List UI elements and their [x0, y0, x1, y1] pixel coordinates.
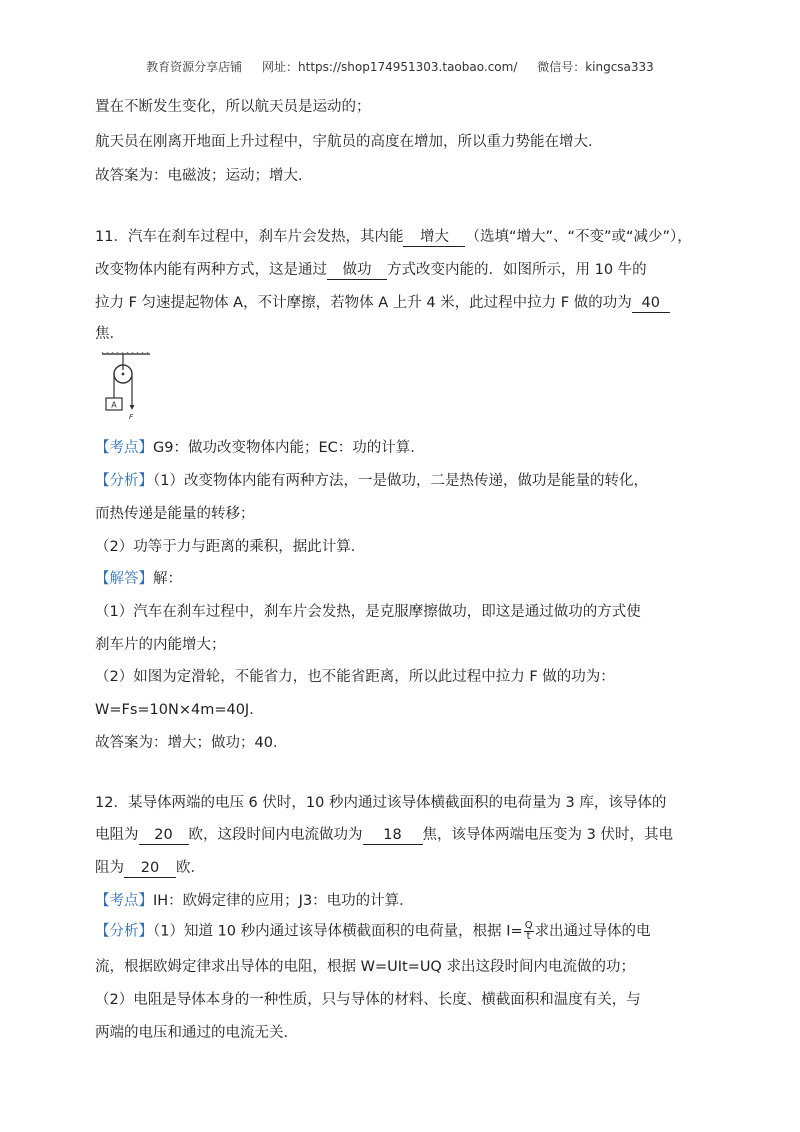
q11-stem-line-1: 11．汽车在刹车过程中，刹车片会发热，其内能 增大 （选填“增大”、“不变”或“减少”），: [95, 229, 692, 245]
q12-stem-line-3: 阻为 20 欧．: [95, 860, 205, 876]
q12-stem-line-2: 电阻为 20 欧，这段时间内电流做功为 18 焦，该导体两端电压变为 3 伏时，其电: [95, 827, 673, 843]
prev-line-1: 置在不断发生变化，所以航天员是运动的；: [95, 99, 371, 115]
q11-fenxi-line-1: 【分析】（1）改变物体内能有两种方法，一是做功，二是热传递，做功是能量的转化，: [95, 473, 648, 489]
q11-stem-line-2: 改变物体内能有两种方式，这是通过 做功 方式改变内能的．如图所示，用 10 牛的: [95, 262, 647, 278]
q11-blank-3: 40: [632, 294, 670, 313]
header-shop: 教育资源分享店铺: [146, 60, 243, 74]
fixed-pulley-figure: [100, 352, 152, 420]
q11-solution-line-4: W=Fs=10N×4m=40J．: [95, 702, 264, 718]
q11-solution-line-1: （1）汽车在刹车过程中，刹车片会发热，是克服摩擦做功，即这是通过做功的方式使: [95, 604, 641, 620]
q12-fenxi-line-3: （2）电阻是导体本身的一种性质，只与导体的材料、长度、横截面积和温度有关，与: [95, 992, 641, 1008]
q11-blank-2: 做功: [327, 261, 387, 280]
q11-fenxi-line-2: 而热传递是能量的转移；: [95, 506, 255, 522]
page-header: [0, 58, 800, 75]
kaodian-tag: 【考点】: [95, 440, 153, 456]
q11-solution-line-3: （2）如图为定滑轮，不能省力，也不能省距离，所以此过程中拉力 F 做的功为：: [95, 669, 615, 685]
force-f-label: F: [128, 413, 134, 420]
jieda-tag: 【解答】: [95, 571, 153, 587]
q11-solution-line-2: 刹车片的内能增大；: [95, 637, 226, 653]
q12-blank-3: 20: [124, 859, 176, 878]
q12-stem-line-1: 12．某导体两端的电压 6 伏时，10 秒内通过该导体横截面积的电荷量为 3 库，该导体的: [95, 795, 667, 811]
q11-blank-1: 增大: [403, 228, 465, 247]
q12-blank-2: 18: [363, 826, 423, 845]
q11-kaodian: 【考点】G9：做功改变物体内能；EC：功的计算．: [95, 440, 425, 456]
q12-blank-1: 20: [139, 826, 189, 845]
q11-answer: 故答案为：增大；做功；40．: [95, 735, 288, 751]
q12-fenxi-line-1: 【分析】（1）知道 10 秒内通过该导体横截面积的电荷量，根据 I= $\frac{Q}{t}$ 求出通过导体的电: [95, 920, 651, 942]
header-wechat: 微信号：kingcsa333: [537, 60, 654, 74]
q12-fenxi-line-2: 流，根据欧姆定律求出导体的电阻，根据 W=UIt=UQ 求出这段时间内电流做的功；: [95, 959, 635, 975]
q11-stem-line-3: 拉力 F 匀速提起物体 A，不计摩擦，若物体 A 上升 4 米，此过程中拉力 F 做的功为 40: [95, 293, 670, 313]
fraction-q-over-t: $\frac{Q}{t}$: [524, 920, 533, 942]
q12-kaodian: 【考点】IH：欧姆定律的应用；J3：电功的计算．: [95, 893, 414, 909]
block-a-label: A: [111, 400, 117, 410]
q11-stem-line-4: 焦．: [95, 326, 124, 342]
fenxi-tag: 【分析】: [95, 923, 153, 940]
kaodian-tag: 【考点】: [95, 893, 153, 909]
prev-line-3: 故答案为：电磁波；运动；增大.: [95, 168, 303, 184]
fenxi-tag: 【分析】: [95, 473, 153, 489]
q11-fenxi-line-3: （2）功等于力与距离的乘积，据此计算．: [95, 539, 366, 555]
q12-fenxi-line-4: 两端的电压和通过的电流无关．: [95, 1025, 298, 1041]
prev-line-2: 航天员在刚离开地面上升过程中，宇航员的高度在增加，所以重力势能在增大.: [95, 134, 593, 150]
header-url: 网址：https://shop174951303.taobao.com/: [262, 60, 518, 74]
q11-jieda: 【解答】解：: [95, 571, 182, 587]
